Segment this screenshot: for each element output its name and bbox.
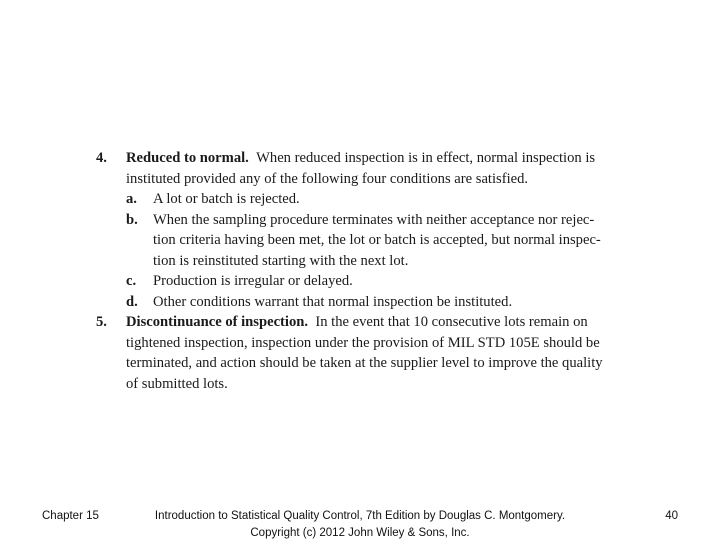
sub-item-letter: c. — [126, 273, 137, 289]
footer-citation-line2: Copyright (c) 2012 John Wiley & Sons, Inc. — [250, 527, 470, 539]
sub-item-text: tion is reinstituted starting with the next lot. — [153, 252, 409, 269]
item-text: tightened inspection, inspection under the provision of MIL STD 105E should be — [126, 334, 600, 351]
sub-item-text: When the sampling procedure terminates with neither acceptance nor rejec- — [153, 211, 595, 228]
list-item-4 — [96, 148, 636, 312]
item-first-line — [126, 312, 636, 333]
item-heading: Discontinuance of inspection. — [126, 314, 309, 330]
sub-item-text: A lot or batch is rejected. — [153, 191, 300, 207]
item-text: of submitted lots. — [126, 375, 228, 392]
item-heading: Reduced to normal. — [126, 150, 249, 166]
sub-item-d — [126, 292, 636, 313]
footer-chapter: Chapter 15 — [42, 510, 99, 522]
footer-citation-line1: Introduction to Statistical Quality Control, 7th Edition by Douglas C. Montgomery. — [154, 510, 566, 522]
item-number: 4. — [96, 150, 107, 166]
sub-item-letter: d. — [126, 293, 138, 310]
list-item-5 — [96, 312, 636, 394]
sub-item-text: tion criteria having been met, the lot or batch is accepted, but normal inspec- — [153, 232, 601, 248]
sub-item-text: Production is irregular or delayed. — [153, 273, 353, 289]
sub-item-letter: b. — [126, 211, 138, 228]
item-text: instituted provided any of the following four conditions are satisfied. — [126, 170, 529, 187]
page-number: 40 — [665, 510, 678, 522]
item-text: terminated, and action should be taken at the supplier level to improve the quality — [126, 355, 603, 371]
sub-item-text: Other conditions warrant that normal inspection be instituted. — [153, 293, 513, 310]
item-text: When reduced inspection is in effect, normal inspection is — [256, 150, 596, 166]
item-number: 5. — [96, 314, 107, 330]
footer-citation — [150, 508, 570, 542]
item-text: In the event that 10 consecutive lots remain on — [315, 314, 588, 330]
document-content — [96, 148, 636, 394]
sub-item-c — [126, 271, 636, 292]
sub-item-a — [126, 189, 636, 210]
sub-item-letter: a. — [126, 191, 137, 207]
sub-list — [126, 189, 636, 312]
sub-item-b — [126, 210, 636, 272]
item-first-line — [126, 148, 636, 169]
